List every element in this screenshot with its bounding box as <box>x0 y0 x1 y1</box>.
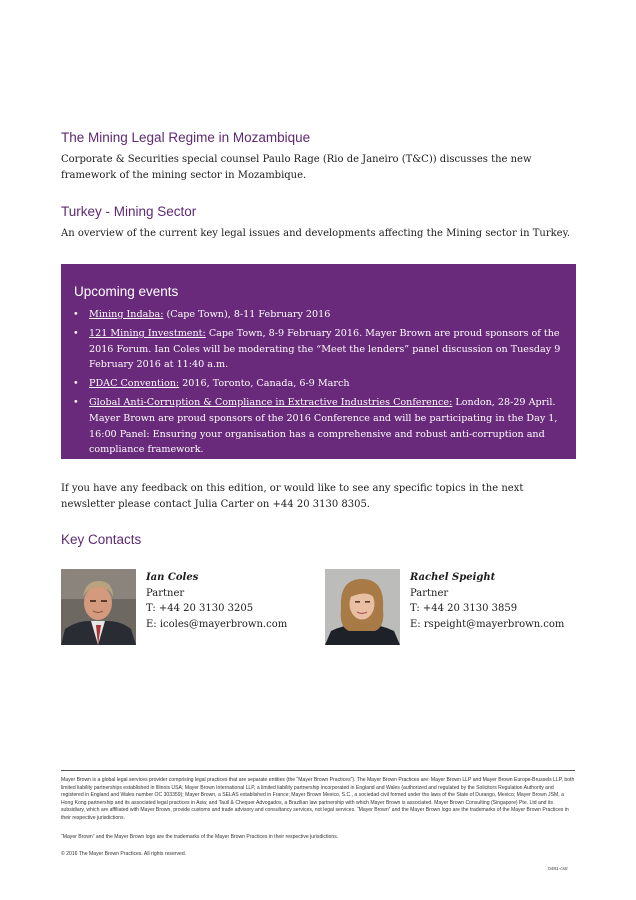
article-title[interactable]: Turkey - Mining Sector <box>61 204 197 219</box>
events-list <box>73 307 567 461</box>
event-link[interactable]: 121 Mining Investment: <box>89 328 206 340</box>
contact-card-rachel-speight <box>410 570 564 632</box>
contact-email[interactable]: E: rspeight@mayerbrown.com <box>410 618 565 630</box>
legal-disclaimer: Mayer Brown is a global legal services provider comprising legal practices that are separate entities (the “Mayer Brown Practices”). The Mayer Brown Practices are: Mayer Brown LLP and Mayer Brown Europe-Brussels LLP, both limited liability partnerships established in Illinois USA; Mayer Brown International LLP, a limited liability partnership incorporated in England and Wales (authorized and regulated by the Solicitors Regulation Authority and registered in England and Wales number OC 303359); Mayer Brown, a SELAS established in France; Mayer Brown Mexico, S.C., a sociedad civil formed under the laws of the State of Durango, Mexico; Mayer Brown JSM, a Hong Kong partnership and its associated legal practices in Asia; and Tauil & Chequer Advogados, a Brazilian law partnership with which Mayer Brown is associated. Mayer Brown Consulting (Singapore) Pte. Ltd and its subsidiary, which are affiliated with Mayer Brown, provide customs and trade advisory and consultancy services, not legal services. “Mayer Brown” and the Mayer Brown logo are the trademarks of the Mayer Brown Practices in their respective jurisdictions. <box>61 777 575 821</box>
contact-phone[interactable]: T: +44 20 3130 3205 <box>146 603 254 614</box>
contact-name: Ian Coles <box>146 572 199 583</box>
bullet-icon: • <box>73 397 79 409</box>
footer-divider <box>61 770 575 771</box>
contact-email[interactable]: E: icoles@mayerbrown.com <box>146 618 288 630</box>
upcoming-events-panel <box>61 264 576 459</box>
contact-role: Partner <box>410 587 449 599</box>
feedback-text: If you have any feedback on this edition, or would like to see any specific topics in the next newsletter please contact Julia Carter on +44 20 3130 8305. <box>61 483 524 510</box>
contact-phone[interactable]: T: +44 20 3130 3859 <box>410 603 518 614</box>
copyright-notice: © 2016 The Mayer Brown Practices. All rights reserved. <box>61 851 187 857</box>
trademark-notice: “Mayer Brown” and the Mayer Brown logo are the trademarks of the Mayer Brown Practices in their respective jurisdictions. <box>61 834 339 840</box>
contact-photo-rachel-speight <box>325 569 400 645</box>
event-item <box>73 376 567 392</box>
contact-role: Partner <box>146 587 185 599</box>
events-title: Upcoming events <box>74 284 179 299</box>
bullet-icon: • <box>73 378 79 390</box>
contact-name: Rachel Speight <box>410 572 496 583</box>
article-title[interactable]: The Mining Legal Regime in Mozambique <box>61 130 311 145</box>
event-item <box>73 307 567 323</box>
contact-card-ian-coles <box>146 570 287 632</box>
event-details: 2016, Toronto, Canada, 6-9 March <box>179 378 350 390</box>
event-link[interactable]: Global Anti-Corruption & Compliance in Extractive Industries Conference: <box>89 397 453 409</box>
event-details: London, 28-29 April. Mayer Brown are proud sponsors of the 2016 Conference and will be participating in the Day 1, 16:00 Panel: Ensuring your organisation has a comprehensive and robust anti-corruption and compliance framework. <box>89 397 558 456</box>
event-item <box>73 326 567 373</box>
bullet-icon: • <box>73 328 79 340</box>
event-item <box>73 395 567 457</box>
contact-photo-ian-coles <box>61 569 136 645</box>
article-summary: An overview of the current key legal issues and developments affecting the Mining sector in Turkey. <box>61 228 571 239</box>
document-code: 0481-cstr <box>548 867 568 872</box>
event-link[interactable]: Mining Indaba: <box>89 309 164 320</box>
article-summary: Corporate & Securities special counsel Paulo Rage (Rio de Janeiro (T&C)) discusses the new framework of the mining sector in Mozambique. <box>61 154 532 181</box>
key-contacts-title: Key Contacts <box>61 532 142 547</box>
event-link[interactable]: PDAC Convention: <box>89 378 180 390</box>
bullet-icon: • <box>73 309 79 320</box>
event-details: Cape Town, 8-9 February 2016. Mayer Brown are proud sponsors of the 2016 Forum. Ian Coles will be moderating the “Meet the lenders” panel discussion on Tuesday 9 February 2016 at 11:40 a.m. <box>89 328 561 371</box>
event-details: (Cape Town), 8-11 February 2016 <box>163 309 331 320</box>
